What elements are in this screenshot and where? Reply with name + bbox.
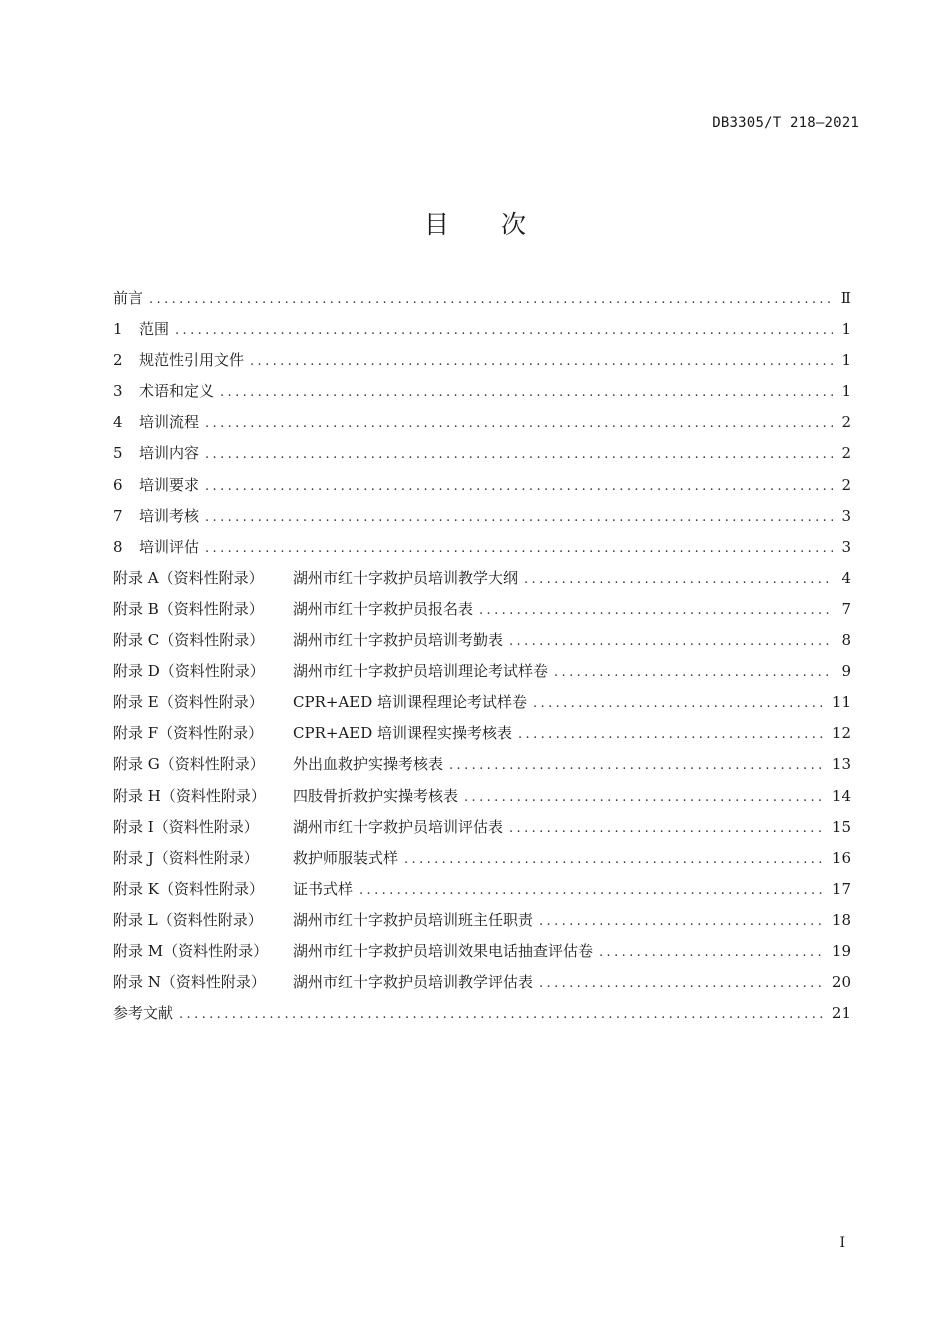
toc-entry-appendix-k[interactable] [113,877,851,908]
toc-entry-1[interactable] [113,317,851,348]
toc-entry-page: 15 [831,817,851,836]
toc-entry-page: 4 [841,568,851,587]
toc-entry-title: 救护师服装式样 [293,848,399,867]
toc-entry-page: 21 [831,1004,851,1023]
toc-entry-8[interactable] [113,535,851,566]
toc-leader-dots [359,879,826,903]
toc-leader-dots [250,350,833,374]
toc-leader-dots [509,817,826,841]
toc-appendix-label: 附录 F（资料性附录） [113,724,264,743]
toc-entry-title: 湖州市红十字救护员培训评估表 [293,817,504,836]
toc-entry-number: 2 [113,351,123,370]
toc-appendix-label: 附录 L（资料性附录） [113,910,263,929]
toc-entry-2[interactable] [113,348,851,379]
toc-entry-5[interactable] [113,441,851,472]
toc-entry-page: 2 [841,413,851,432]
toc-leader-dots [539,972,826,996]
toc-entry-title: CPR+AED 培训课程理论考试样卷 [293,693,528,712]
toc-leader-dots [205,412,833,436]
toc-entry-page: 2 [841,444,851,463]
toc-entry-title: 培训考核 [139,506,200,525]
toc-appendix-label: 附录 B（资料性附录） [113,599,264,618]
toc-leader-dots [205,537,833,561]
toc-entry-title: 培训要求 [139,475,200,494]
toc-leader-dots [220,381,833,405]
toc-entry-appendix-c[interactable] [113,628,851,659]
toc-leader-dots [149,288,833,312]
page-title: 目 次 [424,210,548,239]
toc-appendix-label: 附录 I（资料性附录） [113,817,259,836]
toc-entry-number: 3 [113,382,123,401]
toc-leader-dots [179,1003,826,1027]
toc-entry-appendix-h[interactable] [113,784,851,815]
toc-entry-page: 9 [841,662,851,681]
toc-entry-page: 20 [831,973,851,992]
toc-entry-page: 18 [831,910,851,929]
toc-entry-title: 前言 [113,289,144,307]
toc-appendix-label: 附录 M（资料性附录） [113,941,269,960]
toc-entry-page: 1 [841,320,851,339]
toc-entry-number: 1 [113,320,123,339]
toc-entry-page: 16 [831,848,851,867]
toc-leader-dots [533,692,826,716]
toc-entry-title: 湖州市红十字救护员培训教学评估表 [293,973,534,992]
toc-entry-number: 7 [113,506,123,525]
toc-entry-title: 外出血救护实操考核表 [293,755,444,774]
toc-leader-dots [449,754,826,778]
toc-appendix-label: 附录 N（资料性附录） [113,973,266,992]
toc-appendix-label: 附录 G（资料性附录） [113,755,265,774]
toc-entry-page: 17 [831,879,851,898]
toc-entry-appendix-i[interactable] [113,815,851,846]
toc-leader-dots [205,506,833,530]
toc-entry-title: 培训评估 [139,537,200,556]
toc-entry-title: 四肢骨折救护实操考核表 [293,786,459,805]
toc-appendix-label: 附录 A（资料性附录） [113,568,264,587]
toc-leader-dots [554,661,833,685]
toc-leader-dots [599,941,826,965]
toc-appendix-label: 附录 C（资料性附录） [113,631,265,650]
toc-entry-references[interactable] [113,1001,851,1032]
toc-entry-appendix-m[interactable] [113,939,851,970]
toc-appendix-label: 附录 E（资料性附录） [113,693,264,712]
toc-entry-title: 湖州市红十字救护员培训班主任职责 [293,910,534,929]
document-code: DB3305/T 218—2021 [712,115,859,131]
toc-entry-title: 湖州市红十字救护员培训效果电话抽查评估卷 [293,941,594,960]
toc-leader-dots [205,475,833,499]
toc-entry-title: 规范性引用文件 [139,351,245,370]
toc-entry-title: 参考文献 [113,1004,174,1023]
table-of-contents [113,286,851,1032]
toc-appendix-label: 附录 H（资料性附录） [113,786,266,805]
toc-entry-title: 湖州市红十字救护员报名表 [293,599,474,618]
toc-entry-page: 8 [841,631,851,650]
toc-entry-number: 6 [113,475,123,494]
toc-entry-title: CPR+AED 培训课程实操考核表 [293,724,513,743]
toc-leader-dots [205,443,833,467]
toc-appendix-label: 附录 J（资料性附录） [113,848,259,867]
toc-entry-page: 2 [841,475,851,494]
toc-entry-appendix-n[interactable] [113,970,851,1001]
toc-entry-title: 培训内容 [139,444,200,463]
toc-entry-page: 12 [831,724,851,743]
toc-entry-title: 培训流程 [139,413,200,432]
toc-entry-6[interactable] [113,473,851,504]
toc-entry-title: 术语和定义 [139,382,215,401]
toc-entry-page: 1 [841,351,851,370]
toc-leader-dots [464,786,826,810]
toc-entry-appendix-a[interactable] [113,566,851,597]
toc-leader-dots [509,630,833,654]
toc-entry-number: 4 [113,413,123,432]
toc-entry-4[interactable] [113,410,851,441]
toc-entry-page: 1 [841,382,851,401]
toc-leader-dots [175,319,833,343]
toc-appendix-label: 附录 D（资料性附录） [113,662,265,681]
toc-entry-appendix-e[interactable] [113,690,851,721]
toc-entry-foreword[interactable] [113,286,851,317]
toc-entry-title: 湖州市红十字救护员培训理论考试样卷 [293,662,549,681]
toc-entry-title: 证书式样 [293,879,354,898]
toc-entry-page: 11 [831,693,851,712]
toc-entry-page: 3 [841,506,851,525]
toc-entry-appendix-g[interactable] [113,752,851,783]
toc-entry-page: 13 [831,755,851,774]
toc-entry-appendix-d[interactable] [113,659,851,690]
toc-entry-title: 湖州市红十字救护员培训考勤表 [293,631,504,650]
toc-leader-dots [524,568,833,592]
toc-entry-appendix-j[interactable] [113,846,851,877]
toc-entry-title: 湖州市红十字救护员培训教学大纲 [293,568,519,587]
toc-entry-page: 14 [831,786,851,805]
toc-appendix-label: 附录 K（资料性附录） [113,879,264,898]
toc-leader-dots [518,723,826,747]
toc-entry-appendix-b[interactable] [113,597,851,628]
page-number: I [839,1235,845,1251]
toc-entry-page: Ⅱ [840,289,851,307]
toc-entry-page: 7 [841,599,851,618]
toc-entry-title: 范围 [139,320,170,339]
toc-leader-dots [539,910,826,934]
toc-entry-appendix-f[interactable] [113,721,851,752]
toc-entry-number: 8 [113,537,123,556]
toc-entry-page: 19 [831,941,851,960]
toc-leader-dots [404,848,826,872]
toc-entry-7[interactable] [113,504,851,535]
toc-entry-appendix-l[interactable] [113,908,851,939]
toc-entry-3[interactable] [113,379,851,410]
toc-entry-page: 3 [841,537,851,556]
toc-entry-number: 5 [113,444,123,463]
toc-leader-dots [479,599,833,623]
